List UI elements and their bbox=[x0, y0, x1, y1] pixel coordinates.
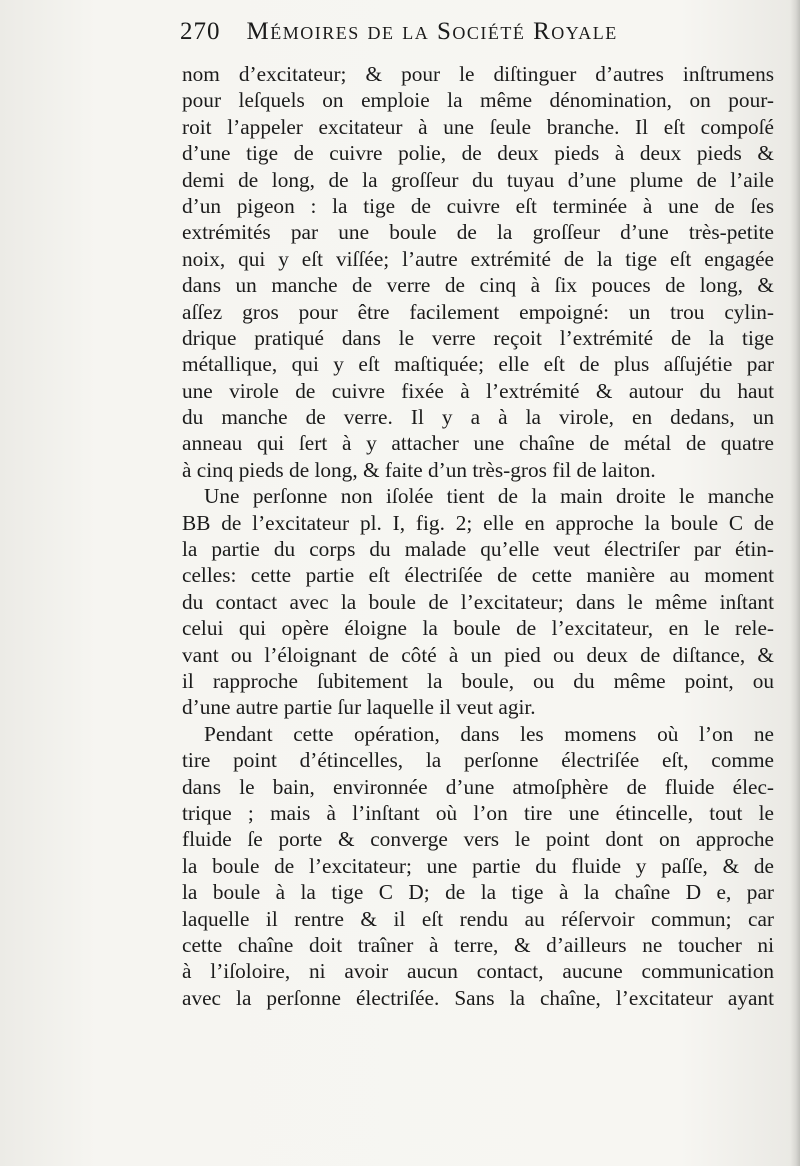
text-line: vant ou l’éloignant de côté à un pied ou deux de diſtance, & bbox=[182, 642, 774, 667]
text-line: il rapproche ſubitement la boule, ou du même point, ou bbox=[182, 668, 774, 693]
text-line: celles: cette partie eſt électriſée de cette manière au moment bbox=[182, 563, 774, 588]
text-line: dans un manche de verre de cinq à ſix pouces de long, & bbox=[182, 273, 774, 298]
running-title: Mémoires de la Société Royale bbox=[246, 18, 618, 45]
text-line: tire point d’étincelles, la perſonne électriſée eſt, comme bbox=[182, 748, 774, 773]
text-line: trique ; mais à l’inſtant où l’on tire une étincelle, tout le bbox=[182, 800, 774, 825]
text-line: la partie du corps du malade qu’elle veut électriſer par étin- bbox=[182, 537, 774, 562]
text-line: fluide ſe porte & converge vers le point dont on approche bbox=[182, 827, 774, 852]
text-line: dans le bain, environnée d’une atmoſphère de fluide élec- bbox=[182, 774, 774, 799]
text-line: Pendant cette opération, dans les momens où l’on ne bbox=[204, 721, 774, 746]
text-line: à cinq pieds de long, & faite d’un très-gros fil de laiton. bbox=[182, 457, 656, 482]
text-line: celui qui opère éloigne la boule de l’excitateur, en le rele- bbox=[182, 616, 774, 641]
text-line: drique pratiqué dans le verre reçoit l’extrémité de la tige bbox=[182, 325, 774, 350]
body-text bbox=[182, 61, 774, 1011]
text-line: pour leſquels on emploie la même dénomination, on pour- bbox=[182, 88, 774, 113]
running-head bbox=[180, 18, 740, 46]
page-number: 270 bbox=[180, 18, 221, 45]
text-line: noix, qui y eſt viſſée; l’autre extrémité de la tige eſt engagée bbox=[182, 246, 774, 271]
text-line: la boule à la tige C D; de la tige à la chaîne D e, par bbox=[182, 880, 774, 905]
text-line: à l’iſoloire, ni avoir aucun contact, aucune communication bbox=[182, 959, 774, 984]
text-line: une virole de cuivre fixée à l’extrémité & autour du haut bbox=[182, 378, 774, 403]
text-line: métallique, qui y eſt maſtiquée; elle eſt de plus aſſujétie par bbox=[182, 352, 774, 377]
text-line: cette chaîne doit traîner à terre, & d’ailleurs ne toucher ni bbox=[182, 932, 774, 957]
page-gutter-shadow bbox=[790, 0, 800, 1166]
text-line: extrémités par une boule de la groſſeur d’une très-petite bbox=[182, 220, 774, 245]
text-line: anneau qui ſert à y attacher une chaîne de métal de quatre bbox=[182, 431, 774, 456]
text-line: du manche de verre. Il y a à la virole, en dedans, un bbox=[182, 405, 774, 430]
text-line: d’un pigeon : la tige de cuivre eſt terminée à une de ſes bbox=[182, 193, 774, 218]
text-line: demi de long, de la groſſeur du tuyau d’une plume de l’aile bbox=[182, 167, 774, 192]
text-line: aſſez gros pour être facilement empoigné: un trou cylin- bbox=[182, 299, 774, 324]
text-line: d’une tige de cuivre polie, de deux pieds à deux pieds & bbox=[182, 141, 774, 166]
text-line: du contact avec la boule de l’excitateur; dans le même inſtant bbox=[182, 589, 774, 614]
text-line: Une perſonne non iſolée tient de la main droite le manche bbox=[204, 484, 774, 509]
text-line: nom d’excitateur; & pour le diſtinguer d’autres inſtrumens bbox=[182, 62, 774, 86]
text-line: la boule de l’excitateur; une partie du fluide y paſſe, & de bbox=[182, 853, 774, 878]
text-line: avec la perſonne électriſée. Sans la chaîne, l’excitateur ayant bbox=[182, 985, 774, 1010]
text-line: roit l’appeler excitateur à une ſeule branche. Il eſt compoſé bbox=[182, 114, 774, 139]
text-line: laquelle il rentre & il eſt rendu au réſervoir commun; car bbox=[182, 906, 774, 931]
text-line: BB de l’excitateur pl. I, fig. 2; elle en approche la boule C de bbox=[182, 510, 774, 535]
text-line: d’une autre partie ſur laquelle il veut agir. bbox=[182, 695, 536, 720]
